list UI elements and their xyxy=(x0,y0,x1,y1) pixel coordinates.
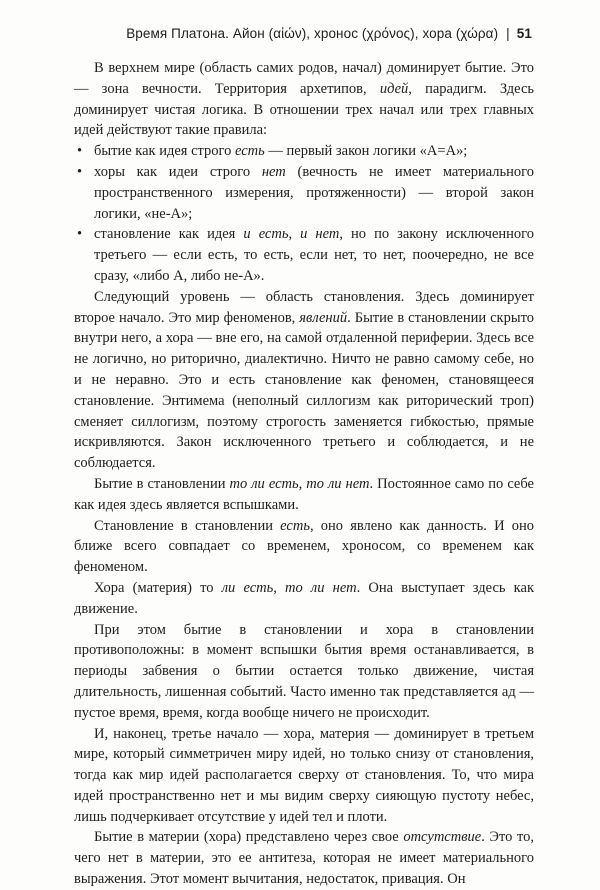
paragraph-opposition: При этом бытие в становлении и хора в становлении противоположны: в момент вспышки бытия время останавливается, в периоды забвения о бытии остается только движение, чистая длительность, лишенная событий. Часто именно так представляется ад — пустое время, время, когда вообще ничего не происходит. xyxy=(74,621,534,721)
rules-list xyxy=(74,141,534,287)
bullet-icon: • xyxy=(77,226,83,243)
list-item: • хоры как идеи строго нет (вечность не имеет материального пространственного измерения, протяженности) — второй закон логики, «не-А»; xyxy=(77,163,534,222)
page-body xyxy=(74,58,534,890)
bullet-icon: • xyxy=(77,143,83,160)
paragraph-becoming-level: Следующий уровень — область становления. Здесь доминирует второе начало. Это мир феноменов, явлений. Бытие в становлении скрыто внутри него, а хора — вне его, на самой отдаленной периферии. Здесь все не логично, но риторично, диалектично. Ничто не равно самому себе, но и не неравно. Это и есть становление как феномен, становящееся становление. Энтимема (неполный силлогизм как риторический троп) сменяет силлогизм, поэтому строгость заменяется гибкостью, прямые искривляются. Закон исключенного третьего и соблюдается, и не соблюдается. xyxy=(74,288,534,472)
list-item: • становление как идея и есть, и нет, но по закону исключенного третьего — если есть, то есть, если нет, то нет, поочередно, не все сразу, «либо А, либо не-А». xyxy=(77,226,534,284)
paragraph-being-in-matter: Бытие в материи (хора) представлено через свое отсутствие. Это то, чего нет в материи, это ее антитеза, которая не имеет материального выражения. Этот момент вычитания, недостаток, привация. Он xyxy=(74,829,534,888)
list-item: • бытие как идея строго есть — первый закон логики «А=А»; xyxy=(74,141,534,162)
running-header xyxy=(126,26,532,41)
paragraph-becoming-in-becoming: Становление в становлении есть, оно явлено как данность. И оно ближе всего совпадает со временем, хроносом, со временем как феноменом. xyxy=(74,517,534,576)
paragraph-upper-world: В верхнем мире (область самих родов, начал) доминирует бытие. Это — зона вечности. Территория архетипов, идей, парадигм. Здесь доминирует чистая логика. В отношении трех начал или трех главных идей действуют такие правила: xyxy=(74,60,534,139)
paragraph-being-in-becoming: Бытие в становлении то ли есть, то ли нет. Постоянное само по себе как идея здесь является вспышками. xyxy=(74,475,534,513)
bullet-icon: • xyxy=(77,163,83,180)
paragraph-chora-matter: Хора (материя) то ли есть, то ли нет. Она выступает здесь как движение. xyxy=(74,579,534,617)
header-separator: | xyxy=(506,26,510,41)
paragraph-third-principle: И, наконец, третье начало — хора, материя — доминирует в третьем мире, который симметричен миру идей, но только снизу от становления, тогда как мир идей располагается сверху от становления. То, что мира идей пространственно нет и мы видим сверху сияющую пустоту небес, лишь подчеркивает отсутствие у идей тел и плоти. xyxy=(74,725,534,825)
running-title: Время Платона. Айон (αἰών), хронос (χρόνος), хора (χώρα) xyxy=(126,26,499,41)
page-number: 51 xyxy=(516,26,532,41)
